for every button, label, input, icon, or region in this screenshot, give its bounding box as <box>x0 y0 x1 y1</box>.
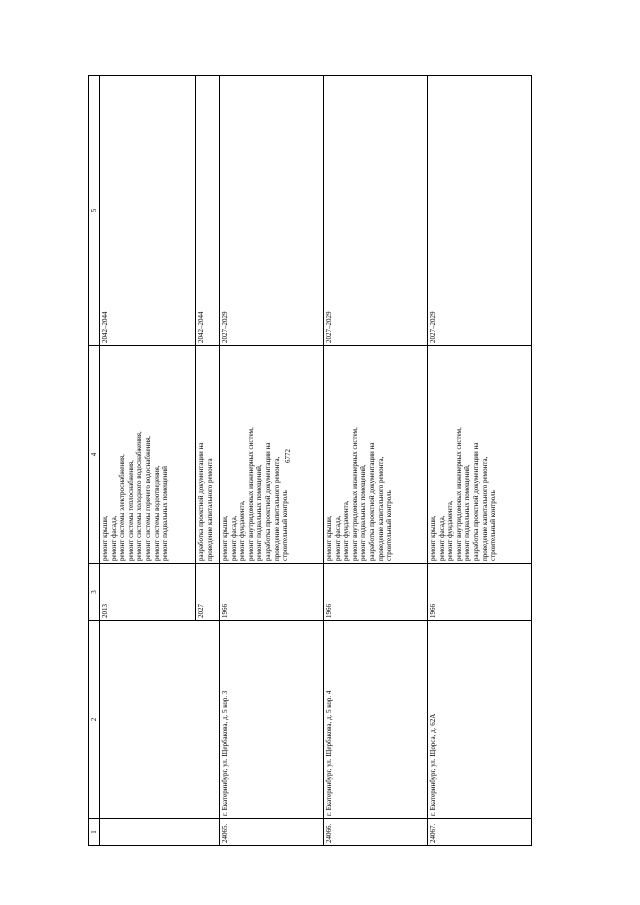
row-address <box>100 621 220 819</box>
row-address: г. Екатеринбург, ул. Щорса, д. 62А <box>428 621 532 819</box>
row-period: 2027–2029 <box>324 76 428 346</box>
page-number: 6772 <box>284 449 292 463</box>
header-col-5: 5 <box>89 76 100 346</box>
work-item: ремонт фасада, <box>333 515 342 561</box>
work-item: ремонт системы теплоснабжения, <box>126 460 135 561</box>
work-item: ремонт фундамента, <box>342 500 351 561</box>
row-year: 1966 <box>220 564 324 621</box>
row-period: 2042–2044 <box>196 76 220 346</box>
work-item: ремонт системы горячего водоснабжения, <box>143 435 152 561</box>
work-item: ремонт системы холодного водоснабжения, <box>135 431 144 561</box>
row-works <box>196 346 220 564</box>
row-works <box>428 346 532 564</box>
work-item: ремонт фасада, <box>229 515 238 561</box>
work-item: ремонт системы электроснабжения, <box>118 454 127 561</box>
header-col-1: 1 <box>89 819 100 846</box>
work-item: проведение капитального ремонта <box>205 458 214 561</box>
row-period: 2027–2029 <box>220 76 324 346</box>
work-item: ремонт внутридомовых инженерных систем, <box>246 427 255 561</box>
header-col-2: 2 <box>89 621 100 819</box>
row-number: 24067. <box>428 819 532 846</box>
work-item: ремонт крыши, <box>429 515 437 561</box>
table-row <box>100 76 196 846</box>
work-item: ремонт фасада, <box>437 515 446 561</box>
work-item: ремонт фундамента, <box>446 500 455 561</box>
row-year: 2027 <box>196 564 220 621</box>
work-item: ремонт крыши, <box>221 515 229 561</box>
work-item: ремонт крыши, <box>101 515 109 561</box>
work-item: ремонт фасада, <box>109 515 118 561</box>
row-address: г. Екатеринбург, ул. Щербакова, д. 5 кор. 4 <box>324 621 428 819</box>
work-item: ремонт внутридомовых инженерных систем, <box>350 427 359 561</box>
row-number: 24066. <box>324 819 428 846</box>
work-item: проведение капитального ремонта, <box>272 456 281 561</box>
row-number <box>100 819 220 846</box>
work-item: ремонт подвальных помещений <box>161 466 170 561</box>
row-works <box>324 346 428 564</box>
row-works <box>100 346 196 564</box>
row-works <box>220 346 324 564</box>
work-item: ремонт внутридомовых инженерных систем, <box>454 427 463 561</box>
work-item: ремонт системы водоотведения, <box>152 465 161 561</box>
work-item: ремонт фундамента, <box>238 500 247 561</box>
table-row <box>324 76 428 846</box>
work-item: разработка проектной документации на <box>471 442 480 561</box>
work-item: строительный контроль <box>385 490 394 561</box>
table-row <box>428 76 532 846</box>
header-row <box>89 76 100 846</box>
work-item: проведение капитального ремонта, <box>480 456 489 561</box>
header-col-4: 4 <box>89 346 100 564</box>
work-item: разработка проектной документации на <box>367 442 376 561</box>
row-period: 2027–2029 <box>428 76 532 346</box>
row-year: 1966 <box>428 564 532 621</box>
work-item: проведение капитального ремонта, <box>376 456 385 561</box>
work-item: разработка проектной документации на <box>263 442 272 561</box>
row-number: 24065. <box>220 819 324 846</box>
row-year: 2013 <box>100 564 196 621</box>
work-item: строительный контроль <box>489 490 498 561</box>
row-address: г. Екатеринбург, ул. Щербакова, д. 5 кор. 3 <box>220 621 324 819</box>
row-period: 2042–2044 <box>100 76 196 346</box>
row-year: 1966 <box>324 564 428 621</box>
table-row <box>220 76 324 846</box>
work-item: разработка проектной документации на <box>197 442 205 561</box>
work-item: ремонт подвальных помещений, <box>463 464 472 561</box>
work-item: ремонт подвальных помещений, <box>359 464 368 561</box>
capital-repair-table <box>88 75 532 846</box>
work-item: ремонт подвальных помещений, <box>255 464 264 561</box>
rotated-table-container <box>88 76 520 846</box>
header-col-3: 3 <box>89 564 100 621</box>
work-item: строительный контроль <box>281 490 290 561</box>
work-item: ремонт крыши, <box>325 515 333 561</box>
